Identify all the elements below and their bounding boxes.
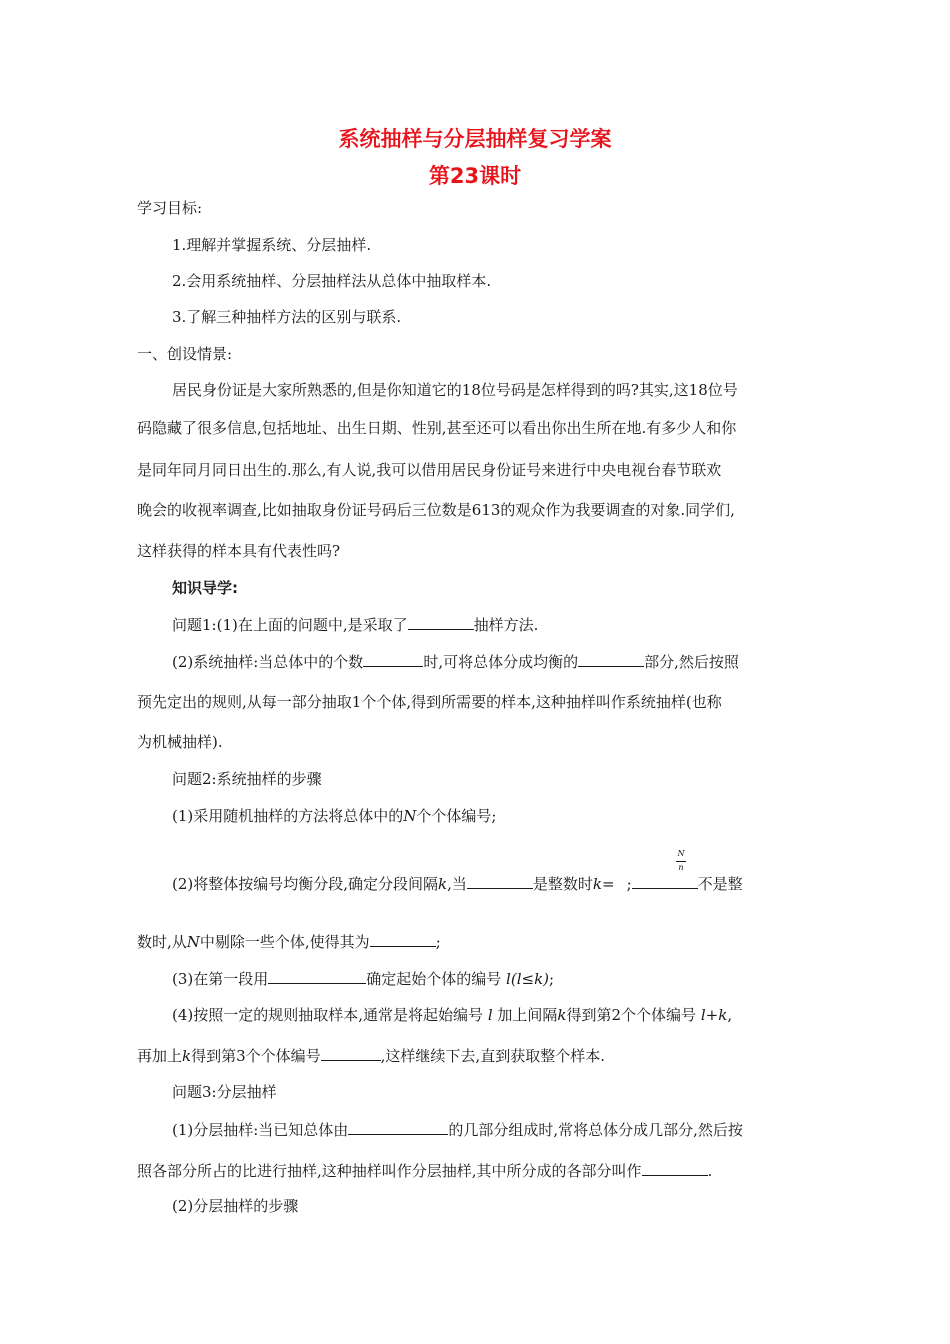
question-2-step-4-cont bbox=[137, 1045, 605, 1066]
q2-s3-text-c: ; bbox=[549, 970, 555, 988]
fraction-bar bbox=[676, 861, 686, 862]
question-3-step-2: (2)分层抽样的步骤 bbox=[172, 1197, 299, 1215]
q1-text-a: 问题1:(1)在上面的问题中,是采取了 bbox=[172, 616, 408, 634]
q2-s4-text-d: , bbox=[727, 1006, 733, 1024]
variable-l: l bbox=[506, 970, 511, 988]
fill-blank[interactable] bbox=[642, 1160, 708, 1176]
q3-s1-cont-a: 照各部分所占的比进行抽样,这种抽样叫作分层抽样,其中所分成的各部分叫作 bbox=[137, 1162, 642, 1180]
question-2-step-3 bbox=[172, 968, 554, 989]
q2-s4-text-b: 加上间隔 bbox=[497, 1006, 558, 1024]
scene-paragraph-line-3: 是同年同月同日出生的.那么,有人说,我可以借用居民身份证号来进行中央电视台春节联欢 bbox=[137, 461, 722, 479]
variable-N: N bbox=[403, 807, 417, 825]
question-3-step-1-cont bbox=[137, 1160, 712, 1181]
question-2-step-1 bbox=[172, 806, 496, 826]
q2-s2-cont-c: ; bbox=[435, 933, 441, 951]
q2-s1-text-b: 个个体编号; bbox=[416, 807, 497, 825]
q2-s4-text-a: (4)按照一定的规则抽取样本,通常是将起始编号 bbox=[172, 1006, 484, 1024]
scene-heading: 一、创设情景: bbox=[137, 345, 233, 363]
question-1-line-4: 为机械抽样). bbox=[137, 733, 223, 751]
question-2-heading: 问题2:系统抽样的步骤 bbox=[172, 770, 322, 788]
q2-s2-cont-a: 数时,从 bbox=[137, 933, 187, 951]
q2-s2-cont-b: 中剔除一些个体,使得其为 bbox=[199, 933, 370, 951]
fill-blank[interactable] bbox=[578, 651, 644, 667]
variable-N: N bbox=[186, 933, 200, 951]
fill-blank[interactable] bbox=[370, 931, 436, 947]
question-1-part-1 bbox=[172, 614, 538, 635]
q2-s2-text-b: ,当 bbox=[447, 875, 467, 893]
scene-paragraph-line-2: 码隐藏了很多信息,包括地址、出生日期、性别,甚至还可以看出你出生所在地.有多少人和你 bbox=[137, 419, 737, 437]
q2-s3-text-b: 确定起始个体的编号 bbox=[366, 970, 502, 988]
variable-k: k bbox=[182, 1047, 192, 1065]
q2-s1-text: (1)采用随机抽样的方法将总体中的 bbox=[172, 807, 404, 825]
q1-text-d: 时,可将总体分成均衡的 bbox=[423, 653, 579, 671]
q2-s2-text-e: 不是整 bbox=[697, 875, 743, 893]
variable-k: k bbox=[438, 875, 448, 893]
fill-blank[interactable] bbox=[632, 873, 698, 889]
fraction-numerator: N bbox=[677, 849, 685, 858]
fill-blank[interactable] bbox=[268, 968, 366, 984]
expression-l-plus-k: l+k bbox=[700, 1006, 728, 1024]
q2-s2-text-c: 是整数时 bbox=[532, 875, 593, 893]
q2-s4-cont-c: ,这样继续下去,直到获取整个样本. bbox=[380, 1047, 605, 1065]
question-2-step-2 bbox=[172, 873, 743, 894]
variable-l: l bbox=[487, 1006, 493, 1024]
goals-heading: 学习目标: bbox=[137, 199, 203, 217]
variable-k: k bbox=[557, 1006, 567, 1024]
question-1-part-2 bbox=[172, 651, 739, 672]
goal-item-2: 2.会用系统抽样、分层抽样法从总体中抽取样本. bbox=[172, 272, 492, 290]
k-equals: k= bbox=[592, 875, 615, 893]
fraction-denominator: n bbox=[678, 863, 684, 872]
fraction-N-over-n bbox=[676, 849, 686, 873]
q2-s2-text-d: ; bbox=[626, 875, 632, 893]
fill-blank[interactable] bbox=[363, 651, 423, 667]
goal-item-1: 1.理解并掌握系统、分层抽样. bbox=[172, 236, 372, 254]
q1-text-c: (2)系统抽样:当总体中的个数 bbox=[172, 653, 364, 671]
q3-s1-cont-b: . bbox=[707, 1162, 713, 1180]
document-title: 系统抽样与分层抽样复习学案 bbox=[338, 127, 612, 151]
fill-blank[interactable] bbox=[348, 1119, 448, 1135]
q2-s2-text-a: (2)将整体按编号均衡分段,确定分段间隔 bbox=[172, 875, 439, 893]
scene-paragraph-line-4: 晚会的收视率调查,比如抽取身份证号码后三位数是613的观众作为我要调查的对象.同学们, bbox=[137, 501, 735, 519]
guide-heading: 知识导学: bbox=[172, 579, 238, 597]
fill-blank[interactable] bbox=[467, 873, 533, 889]
lesson-number: 第23课时 bbox=[428, 164, 522, 188]
goal-item-3: 3.了解三种抽样方法的区别与联系. bbox=[172, 308, 402, 326]
question-3-heading: 问题3:分层抽样 bbox=[172, 1083, 277, 1101]
question-2-step-4 bbox=[172, 1005, 732, 1025]
condition-l-le-k: (l≤k) bbox=[510, 970, 550, 988]
q2-s4-cont-b: 得到第3个个体编号 bbox=[191, 1047, 321, 1065]
scene-paragraph-line-5: 这样获得的样本具有代表性吗? bbox=[137, 542, 341, 560]
q2-s3-text-a: (3)在第一段用 bbox=[172, 970, 269, 988]
fill-blank[interactable] bbox=[408, 614, 474, 630]
q1-text-e: 部分,然后按照 bbox=[644, 653, 739, 671]
scene-paragraph-line-1: 居民身份证是大家所熟悉的,但是你知道它的18位号码是怎样得到的吗?其实,这18位号 bbox=[172, 381, 738, 399]
q2-s4-text-c: 得到第2个个体编号 bbox=[566, 1006, 697, 1024]
q3-s1-text-b: 的几部分组成时,常将总体分成几部分,然后按 bbox=[448, 1121, 743, 1139]
q2-s4-cont-a: 再加上 bbox=[137, 1047, 183, 1065]
question-2-step-2-cont bbox=[137, 931, 441, 952]
q3-s1-text-a: (1)分层抽样:当已知总体由 bbox=[172, 1121, 349, 1139]
fill-blank[interactable] bbox=[321, 1045, 381, 1061]
question-3-step-1 bbox=[172, 1119, 743, 1140]
q1-text-b: 抽样方法. bbox=[473, 616, 539, 634]
question-1-line-3: 预先定出的规则,从每一部分抽取1个个体,得到所需要的样本,这种抽样叫作系统抽样(也称 bbox=[137, 693, 722, 711]
